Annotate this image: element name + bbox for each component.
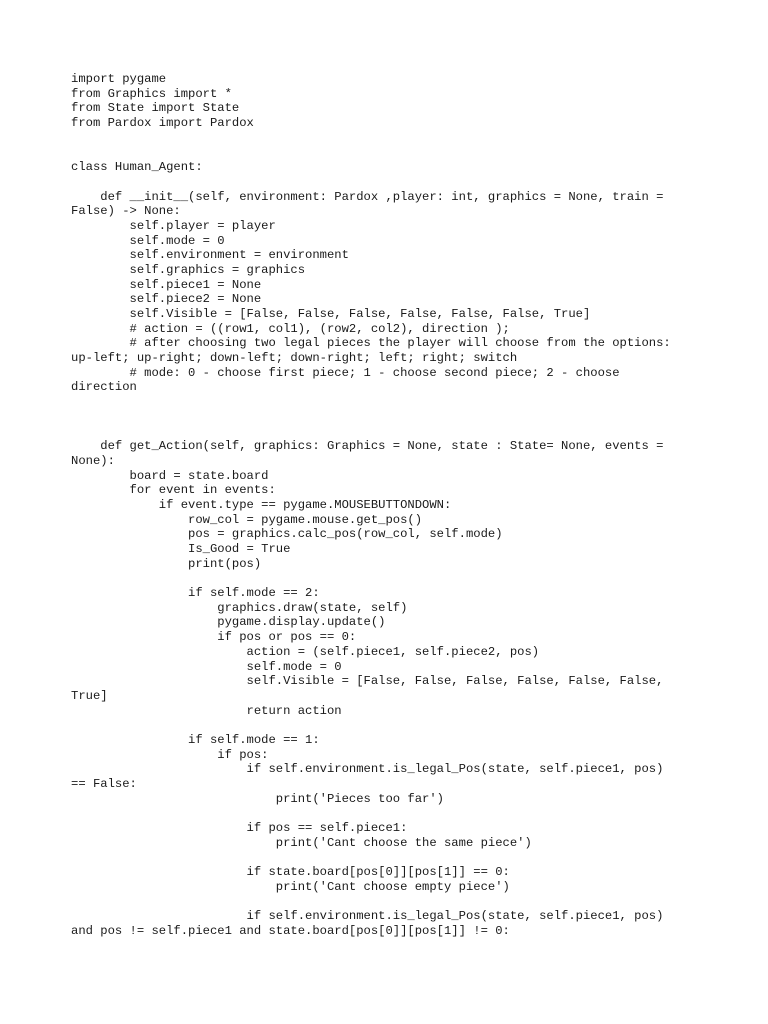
code-line bbox=[71, 410, 691, 425]
code-line bbox=[71, 131, 691, 146]
code-line: self.graphics = graphics bbox=[71, 262, 306, 277]
code-line: if state.board[pos[0]][pos[1]] == 0: bbox=[71, 865, 510, 880]
code-line: direction bbox=[71, 380, 137, 395]
code-line: def __init__(self, environment: Pardox ,player: int, graphics = None, train = bbox=[71, 189, 664, 204]
code-line: for event in events: bbox=[71, 483, 276, 498]
code-line: self.environment = environment bbox=[71, 248, 349, 263]
code-line: up-left; up-right; down-left; down-right; left; right; switch bbox=[71, 351, 518, 366]
code-line bbox=[71, 718, 691, 733]
code-line: True] bbox=[71, 688, 108, 703]
code-line: if pos: bbox=[71, 747, 269, 762]
code-line bbox=[71, 395, 691, 410]
code-line: from Graphics import * bbox=[71, 86, 232, 101]
code-line: if event.type == pygame.MOUSEBUTTONDOWN: bbox=[71, 497, 452, 512]
code-line: if self.environment.is_legal_Pos(state, self.piece1, pos) bbox=[71, 762, 664, 777]
code-line: graphics.draw(state, self) bbox=[71, 600, 408, 615]
code-line: board = state.board bbox=[71, 468, 269, 483]
code-line: self.Visible = [False, False, False, False, False, False, True] bbox=[71, 307, 591, 321]
code-line: return action bbox=[71, 703, 342, 718]
code-line: self.piece1 = None bbox=[71, 277, 262, 292]
code-line bbox=[71, 425, 691, 440]
code-line: def get_Action(self, graphics: Graphics = None, state : State= None, events = bbox=[71, 439, 664, 454]
code-line: from State import State bbox=[71, 101, 240, 116]
code-line bbox=[71, 895, 691, 910]
code-line bbox=[71, 175, 691, 190]
code-line: pygame.display.update() bbox=[71, 615, 386, 630]
code-line: Is_Good = True bbox=[71, 542, 291, 556]
code-line: print('Cant choose empty piece') bbox=[71, 879, 510, 894]
code-line: if self.mode == 1: bbox=[71, 732, 320, 747]
code-line bbox=[71, 145, 691, 160]
code-line: print(pos) bbox=[71, 556, 262, 571]
code-line: # after choosing two legal pieces the player will choose from the options: bbox=[71, 336, 671, 351]
code-line: class Human_Agent: bbox=[71, 160, 203, 175]
code-line: import pygame bbox=[71, 72, 167, 86]
code-line: and pos != self.piece1 and state.board[pos[0]][pos[1]] != 0: bbox=[71, 923, 510, 938]
code-line: row_col = pygame.mouse.get_pos() bbox=[71, 512, 423, 527]
code-line: False) -> None: bbox=[71, 204, 181, 219]
code-line: print('Cant choose the same piece') bbox=[71, 835, 532, 850]
code-line: if self.environment.is_legal_Pos(state, self.piece1, pos) bbox=[71, 909, 664, 924]
code-line: from Pardox import Pardox bbox=[71, 116, 254, 131]
code-line: None): bbox=[71, 453, 115, 468]
code-line: pos = graphics.calc_pos(row_col, self.mode) bbox=[71, 527, 503, 542]
code-line: # mode: 0 - choose first piece; 1 - choose second piece; 2 - choose bbox=[71, 365, 620, 380]
code-line: self.mode = 0 bbox=[71, 659, 342, 674]
code-line: action = (self.piece1, self.piece2, pos) bbox=[71, 644, 540, 659]
code-line: if self.mode == 2: bbox=[71, 586, 320, 601]
code-line: if pos or pos == 0: bbox=[71, 630, 357, 645]
code-listing bbox=[71, 72, 691, 939]
code-line bbox=[71, 571, 691, 586]
code-line: if pos == self.piece1: bbox=[71, 821, 408, 836]
code-line: self.piece2 = None bbox=[71, 292, 262, 307]
code-line: self.player = player bbox=[71, 218, 276, 233]
code-line: print('Pieces too far') bbox=[71, 791, 444, 806]
code-line bbox=[71, 806, 691, 821]
code-line bbox=[71, 850, 691, 865]
code-line: # action = ((row1, col1), (row2, col2), direction ); bbox=[71, 321, 510, 336]
code-line: self.mode = 0 bbox=[71, 233, 225, 248]
code-line: == False: bbox=[71, 777, 137, 791]
code-line: self.Visible = [False, False, False, False, False, False, bbox=[71, 674, 664, 689]
